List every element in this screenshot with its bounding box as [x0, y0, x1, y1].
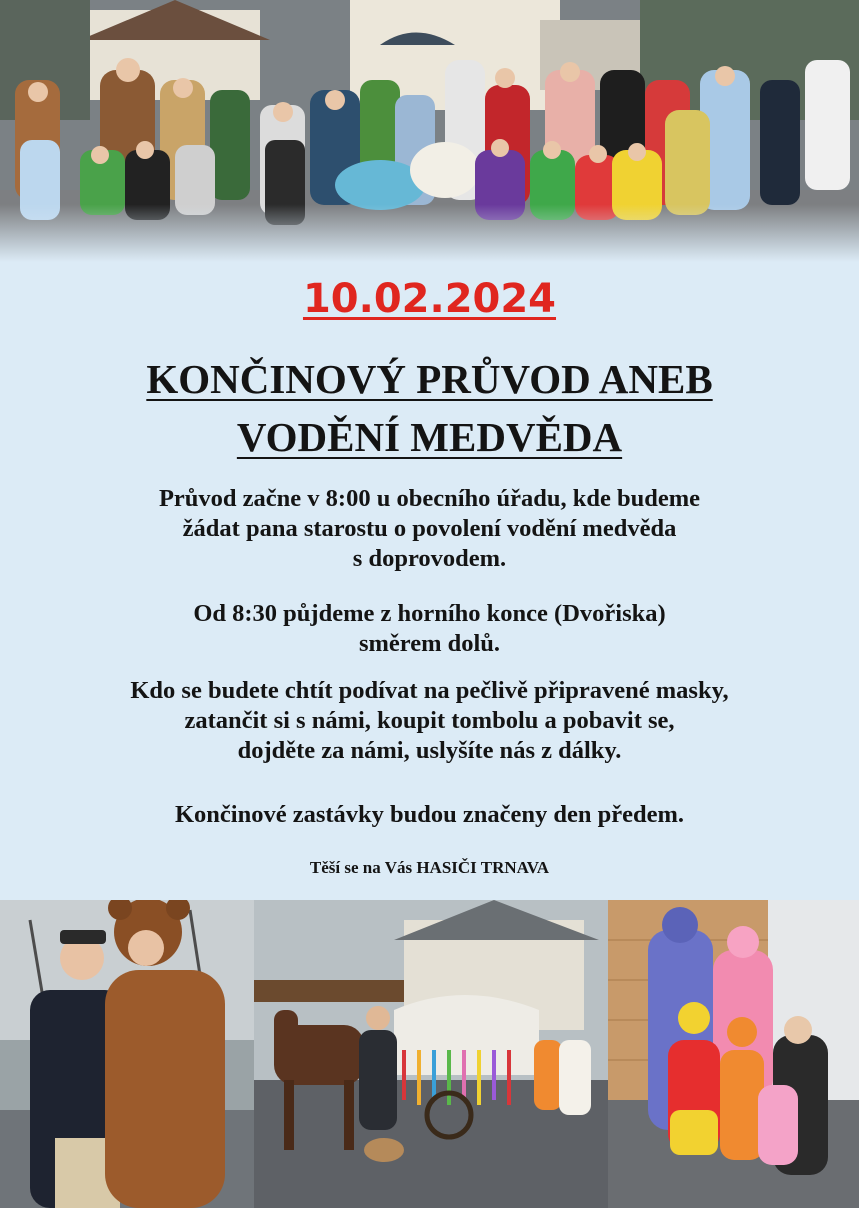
event-date: 10.02.2024 [302, 276, 557, 322]
paragraph-invitation [20, 676, 839, 766]
photo-family-costumes [608, 900, 859, 1208]
paragraph-stops: Končinové zastávky budou značeny den předem. [174, 801, 685, 828]
p1-line1: Průvod začne v 8:00 u obecního úřadu, kde budeme [158, 485, 701, 512]
bottom-photo-strip [0, 900, 859, 1208]
event-title-line2: VODĚNÍ MEDVĚDA [236, 414, 623, 460]
p2-line2: směrem dolů. [358, 630, 501, 657]
event-title-line1: KONČINOVÝ PRŮVOD ANEB [146, 356, 713, 402]
signature: Těší se na Vás HASIČI TRNAVA [309, 858, 550, 877]
photo-bear-costume [0, 900, 254, 1208]
p3-line3: dojděte za námi, uslyšíte nás z dálky. [237, 737, 622, 764]
p1-line3: s doprovodem. [352, 545, 507, 572]
photo-horse-wagon [254, 900, 608, 1208]
event-title [0, 350, 859, 466]
p1-line2: žádat pana starostu o povolení vodění medvěda [182, 515, 677, 542]
p3-line2: zatančit si s námi, koupit tombolu a pobavit se, [184, 707, 675, 734]
p3-line1: Kdo se budete chtít podívat na pečlivě připravené masky, [130, 677, 729, 704]
poster-text [0, 262, 859, 900]
p2-line1: Od 8:30 půjdeme z horního konce (Dvořiska) [193, 600, 666, 627]
group-photo-costumed-parade [0, 0, 859, 262]
paragraph-route [20, 599, 839, 659]
paragraph-start-time [20, 484, 839, 574]
